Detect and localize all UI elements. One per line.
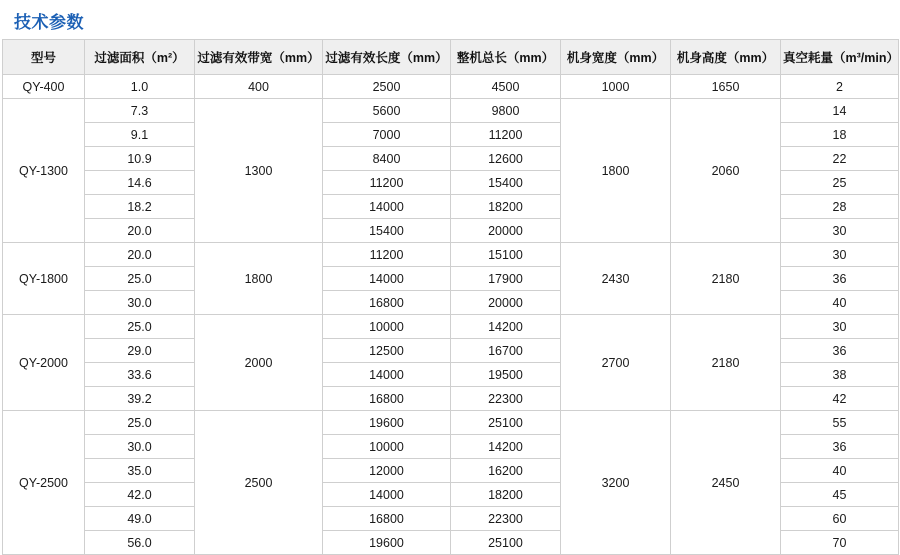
column-header-vacuum: 真空耗量（m³/min） — [781, 40, 899, 75]
table-header-row — [3, 40, 899, 75]
cell-filter-area: 20.0 — [85, 243, 195, 267]
column-header-overall-length: 整机总长（mm） — [451, 40, 561, 75]
cell-overall-length: 14200 — [451, 435, 561, 459]
cell-overall-length: 20000 — [451, 219, 561, 243]
cell-vacuum: 70 — [781, 531, 899, 555]
cell-body-width: 2430 — [561, 243, 671, 315]
cell-overall-length: 22300 — [451, 507, 561, 531]
cell-vacuum: 36 — [781, 339, 899, 363]
cell-filter-area: 39.2 — [85, 387, 195, 411]
cell-vacuum: 30 — [781, 243, 899, 267]
cell-effective-length: 16800 — [323, 291, 451, 315]
cell-effective-width: 2500 — [195, 411, 323, 555]
cell-effective-length: 19600 — [323, 411, 451, 435]
cell-effective-length: 16800 — [323, 387, 451, 411]
table-header — [3, 40, 899, 75]
cell-body-width: 3200 — [561, 411, 671, 555]
cell-filter-area: 49.0 — [85, 507, 195, 531]
cell-filter-area: 42.0 — [85, 483, 195, 507]
cell-effective-length: 10000 — [323, 315, 451, 339]
cell-overall-length: 16200 — [451, 459, 561, 483]
cell-model: QY-400 — [3, 75, 85, 99]
table-body — [3, 75, 899, 555]
cell-vacuum: 36 — [781, 435, 899, 459]
cell-model: QY-2500 — [3, 411, 85, 555]
cell-vacuum: 2 — [781, 75, 899, 99]
column-header-effective-length: 过滤有效长度（mm） — [323, 40, 451, 75]
cell-filter-area: 9.1 — [85, 123, 195, 147]
cell-overall-length: 12600 — [451, 147, 561, 171]
cell-model: QY-1300 — [3, 99, 85, 243]
cell-filter-area: 30.0 — [85, 435, 195, 459]
column-header-body-width: 机身宽度（mm） — [561, 40, 671, 75]
cell-effective-length: 15400 — [323, 219, 451, 243]
cell-vacuum: 45 — [781, 483, 899, 507]
cell-body-height: 2060 — [671, 99, 781, 243]
cell-effective-length: 5600 — [323, 99, 451, 123]
cell-filter-area: 25.0 — [85, 411, 195, 435]
cell-overall-length: 4500 — [451, 75, 561, 99]
cell-body-height: 2180 — [671, 243, 781, 315]
cell-effective-length: 14000 — [323, 483, 451, 507]
cell-effective-length: 11200 — [323, 171, 451, 195]
cell-vacuum: 38 — [781, 363, 899, 387]
cell-effective-length: 10000 — [323, 435, 451, 459]
cell-filter-area: 33.6 — [85, 363, 195, 387]
cell-vacuum: 40 — [781, 459, 899, 483]
cell-overall-length: 14200 — [451, 315, 561, 339]
cell-filter-area: 29.0 — [85, 339, 195, 363]
cell-vacuum: 40 — [781, 291, 899, 315]
table-row — [3, 75, 899, 99]
cell-vacuum: 30 — [781, 219, 899, 243]
cell-overall-length: 18200 — [451, 195, 561, 219]
cell-body-width: 1000 — [561, 75, 671, 99]
cell-overall-length: 22300 — [451, 387, 561, 411]
cell-vacuum: 60 — [781, 507, 899, 531]
cell-overall-length: 25100 — [451, 411, 561, 435]
table-row — [3, 243, 899, 267]
cell-filter-area: 30.0 — [85, 291, 195, 315]
cell-effective-length: 2500 — [323, 75, 451, 99]
technical-parameters-table — [2, 39, 899, 555]
cell-filter-area: 25.0 — [85, 315, 195, 339]
cell-filter-area: 20.0 — [85, 219, 195, 243]
column-header-filter-area: 过滤面积（m²） — [85, 40, 195, 75]
cell-effective-width: 1800 — [195, 243, 323, 315]
page-title: 技术参数 — [14, 13, 84, 32]
cell-effective-width: 2000 — [195, 315, 323, 411]
cell-effective-length: 14000 — [323, 363, 451, 387]
cell-vacuum: 18 — [781, 123, 899, 147]
column-header-body-height: 机身高度（mm） — [671, 40, 781, 75]
cell-effective-width: 1300 — [195, 99, 323, 243]
column-header-model: 型号 — [3, 40, 85, 75]
cell-filter-area: 10.9 — [85, 147, 195, 171]
cell-filter-area: 1.0 — [85, 75, 195, 99]
cell-body-height: 1650 — [671, 75, 781, 99]
cell-vacuum: 14 — [781, 99, 899, 123]
table-row — [3, 315, 899, 339]
cell-effective-length: 7000 — [323, 123, 451, 147]
cell-filter-area: 35.0 — [85, 459, 195, 483]
cell-body-width: 1800 — [561, 99, 671, 243]
cell-effective-length: 12000 — [323, 459, 451, 483]
cell-effective-length: 8400 — [323, 147, 451, 171]
cell-overall-length: 18200 — [451, 483, 561, 507]
cell-filter-area: 25.0 — [85, 267, 195, 291]
cell-effective-width: 400 — [195, 75, 323, 99]
cell-overall-length: 25100 — [451, 531, 561, 555]
cell-model: QY-1800 — [3, 243, 85, 315]
cell-vacuum: 42 — [781, 387, 899, 411]
cell-effective-length: 12500 — [323, 339, 451, 363]
cell-filter-area: 56.0 — [85, 531, 195, 555]
table-row — [3, 99, 899, 123]
cell-overall-length: 17900 — [451, 267, 561, 291]
cell-body-height: 2450 — [671, 411, 781, 555]
cell-effective-length: 14000 — [323, 267, 451, 291]
cell-vacuum: 22 — [781, 147, 899, 171]
cell-overall-length: 15400 — [451, 171, 561, 195]
cell-overall-length: 11200 — [451, 123, 561, 147]
cell-body-height: 2180 — [671, 315, 781, 411]
cell-overall-length: 16700 — [451, 339, 561, 363]
cell-vacuum: 28 — [781, 195, 899, 219]
cell-effective-length: 19600 — [323, 531, 451, 555]
cell-vacuum: 36 — [781, 267, 899, 291]
column-header-effective-width: 过滤有效带宽（mm） — [195, 40, 323, 75]
cell-overall-length: 9800 — [451, 99, 561, 123]
cell-overall-length: 20000 — [451, 291, 561, 315]
cell-body-width: 2700 — [561, 315, 671, 411]
cell-effective-length: 16800 — [323, 507, 451, 531]
cell-filter-area: 18.2 — [85, 195, 195, 219]
cell-overall-length: 15100 — [451, 243, 561, 267]
cell-overall-length: 19500 — [451, 363, 561, 387]
cell-filter-area: 7.3 — [85, 99, 195, 123]
cell-model: QY-2000 — [3, 315, 85, 411]
cell-effective-length: 14000 — [323, 195, 451, 219]
cell-vacuum: 30 — [781, 315, 899, 339]
cell-effective-length: 11200 — [323, 243, 451, 267]
cell-vacuum: 25 — [781, 171, 899, 195]
table-row — [3, 411, 899, 435]
cell-filter-area: 14.6 — [85, 171, 195, 195]
cell-vacuum: 55 — [781, 411, 899, 435]
